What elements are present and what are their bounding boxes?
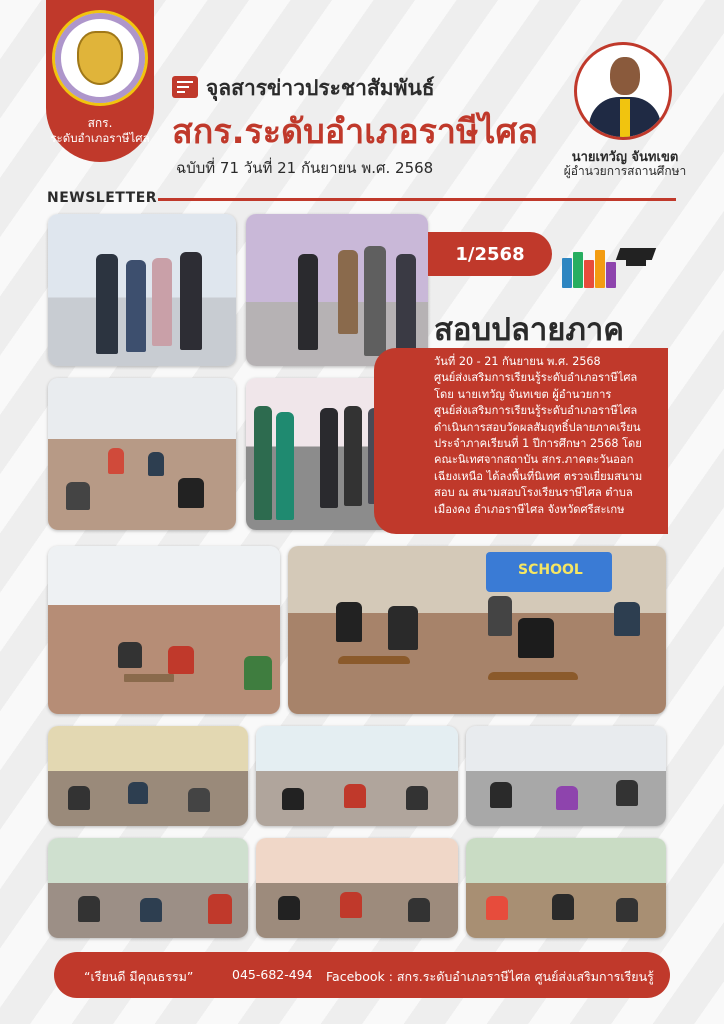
divider	[158, 198, 676, 201]
article-line: ประจำภาคเรียนที่ 1 ปีการศึกษา 2568 โดย	[434, 437, 642, 451]
footer-facebook[interactable]: Facebook : สกร.ระดับอำเภอราษีไศล ศูนย์ส่งเสริมการเรียนรู้	[326, 969, 654, 984]
photo-supervisors-1	[48, 214, 236, 366]
article-line: เฉียงเหนือ ได้ลงพื้นที่นิเทศ ตรวจเยี่ยมสนาม	[434, 469, 643, 483]
logo-ribbon	[46, 0, 154, 162]
photo-exam-room-7	[48, 838, 248, 938]
article-line: เมืองคง อำเภอราษีไศล จังหวัดศรีสะเกษ	[434, 502, 625, 516]
photo-supervisors-2	[246, 214, 428, 366]
issue-line: ฉบับที่ 71 วันที่ 21 กันยายน พ.ศ. 2568	[176, 159, 434, 177]
photo-exam-room-2	[48, 546, 280, 714]
article-line: โดย นายเทวัญ จันทเขต ผู้อำนวยการ	[434, 387, 612, 401]
photo-exam-room-8	[256, 838, 458, 938]
footer-phone[interactable]: 045-682-494	[232, 967, 313, 982]
page-title: สกร.ระดับอำเภอราษีไศล	[172, 112, 538, 152]
footer-motto: “เรียนดี มีคุณธรรม”	[84, 969, 194, 984]
newsletter-icon	[172, 76, 198, 98]
organization-logo	[52, 10, 148, 106]
photo-exam-room-4	[48, 726, 248, 826]
article-line: ศูนย์ส่งเสริมการเรียนรู้ระดับอำเภอราษีไศล	[434, 371, 638, 385]
photo-exam-room-3	[288, 546, 666, 714]
books-graduation-cap-icon	[562, 246, 660, 288]
footer-bar	[54, 952, 670, 998]
article-box	[374, 348, 668, 534]
photo-exam-room-5	[256, 726, 458, 826]
article-line: ศูนย์ส่งเสริมการเรียนรู้ระดับอำเภอราษีไศล	[434, 404, 638, 418]
org-district-label: ระดับอำเภอราษีไศล	[50, 131, 150, 145]
article-line: สอบ ณ สนามสอบโรงเรียนราษีไศล ตำบล	[434, 486, 633, 500]
org-short-label: สกร.	[87, 116, 113, 130]
exam-title: สอบปลายภาค	[434, 312, 625, 348]
school-sign: SCHOOL	[518, 562, 583, 578]
director-name: นายเทวัญ จันทเขต	[571, 150, 679, 165]
photo-exam-room-9	[466, 838, 666, 938]
article-line: ดำเนินการสอบวัดผลสัมฤทธิ์ปลายภาคเรียน	[434, 420, 641, 434]
director-role: ผู้อำนวยการสถานศึกษา	[563, 164, 687, 178]
photo-exam-room-6	[466, 726, 666, 826]
director-photo	[574, 42, 672, 140]
semester-badge: 1/2568	[428, 232, 552, 276]
section-label: NEWSLETTER	[47, 190, 158, 206]
article-line: คณะนิเทศจากสถาบัน สกร.ภาคตะวันออก	[434, 453, 634, 467]
subtitle: จุลสารข่าวประชาสัมพันธ์	[206, 76, 435, 100]
photo-exam-room-1	[48, 378, 236, 530]
article-line: วันที่ 20 - 21 กันยายน พ.ศ. 2568	[434, 355, 601, 368]
